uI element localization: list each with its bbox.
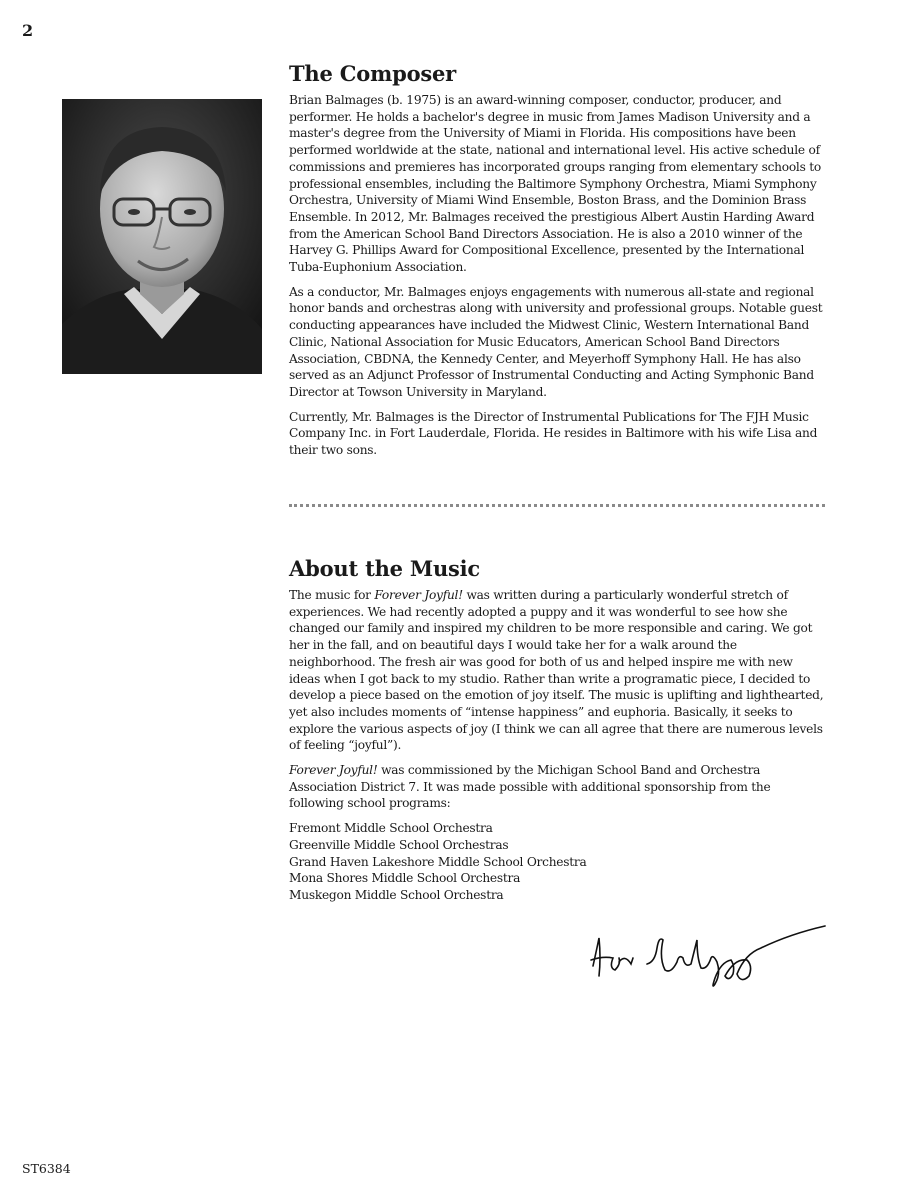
portrait-image: [62, 99, 262, 374]
sponsor-item: Greenville Middle School Orchestras: [289, 837, 509, 852]
composer-bio-paragraph-3: Currently, Mr. Balmages is the Director of Instrumental Publications for The FJH Music Company Inc. in Fort Lauderdale, Florida. He resides in Baltimore with his wife Lisa and their two sons.: [289, 409, 818, 458]
sponsor-item: Fremont Middle School Orchestra: [289, 821, 493, 836]
para2-body: was commissioned by the Michigan School Band and Orchestra Association District 7. It was made possible with additional sponsorship from the following school programs:: [289, 763, 771, 811]
piece-title: Forever Joyful!: [374, 588, 463, 602]
composer-section: [289, 61, 825, 467]
composer-heading: The Composer: [289, 61, 457, 86]
sponsor-item: Mona Shores Middle School Orchestra: [289, 871, 521, 886]
sponsor-item: Muskegon Middle School Orchestra: [289, 887, 504, 902]
composer-photo: [62, 99, 262, 374]
catalog-code: ST6384: [22, 1161, 71, 1176]
music-heading: About the Music: [289, 556, 481, 581]
sponsor-list: [289, 820, 825, 904]
para1-intro: The music for: [289, 588, 375, 602]
composer-signature: [585, 918, 830, 993]
composer-bio-paragraph-2: As a conductor, Mr. Balmages enjoys engagements with numerous all-state and regional honor bands and orchestras along with university and professional groups. Notable guest conducting appearances have included the Midwest Clinic, Western International Band Clinic, National Association for Music Educators, American School Band Directors Association, CBDNA, the Kennedy Center, and Meyerhoff Symphony Hall. He has also served as an Adjunct Professor of Instrumental Conducting and Acting Symphonic Band Director at Towson University in Maryland.: [289, 284, 823, 399]
sponsor-item: Grand Haven Lakeshore Middle School Orchestra: [289, 854, 587, 869]
composer-bio-paragraph-1: Brian Balmages (b. 1975) is an award-winning composer, conductor, producer, and performer. He holds a bachelor's degree in music from James Madison University and a master's degree from the University of Miami in Florida. His compositions have been performed worldwide at the state, national and international level. His active schedule of commissions and premieres has incorporated groups ranging from elementary schools to professional ensembles, including the Baltimore Symphony Orchestra, Miami Symphony Orchestra, University of Miami Wind Ensemble, Boston Brass, and the Dominion Brass Ensemble. In 2012, Mr. Balmages received the prestigious Albert Austin Harding Award from the American School Band Directors Association. He is also a 2010 winner of the Harvey G. Phillips Award for Compositional Excellence, presented by the International Tuba-Euphonium Association.: [289, 93, 821, 275]
music-paragraph-2: [289, 762, 825, 812]
para1-body: was written during a particularly wonderful stretch of experiences. We had recently adopted a puppy and it was wonderful to see how she changed our family and inspired my children to be more responsible and caring. We got her in the fall, and on beautiful days I would take her for a walk around the neighborhood. The fresh air was good for both of us and helped inspire me with new ideas when I got back to my studio. Rather than write a programatic piece, I decided to develop a piece based on the emotion of joy itself. The music is uplifting and lighthearted, yet also includes moments of “intense happiness” and euphoria. Basically, it seeks to explore the various aspects of joy (I think we can all agree that there are numerous levels of feeling “joyful”).: [289, 588, 824, 753]
music-section: [289, 556, 825, 904]
music-paragraph-1: [289, 587, 825, 754]
section-divider: [289, 504, 825, 507]
page-number: 2: [22, 21, 34, 40]
piece-title-2: Forever Joyful!: [289, 763, 378, 778]
